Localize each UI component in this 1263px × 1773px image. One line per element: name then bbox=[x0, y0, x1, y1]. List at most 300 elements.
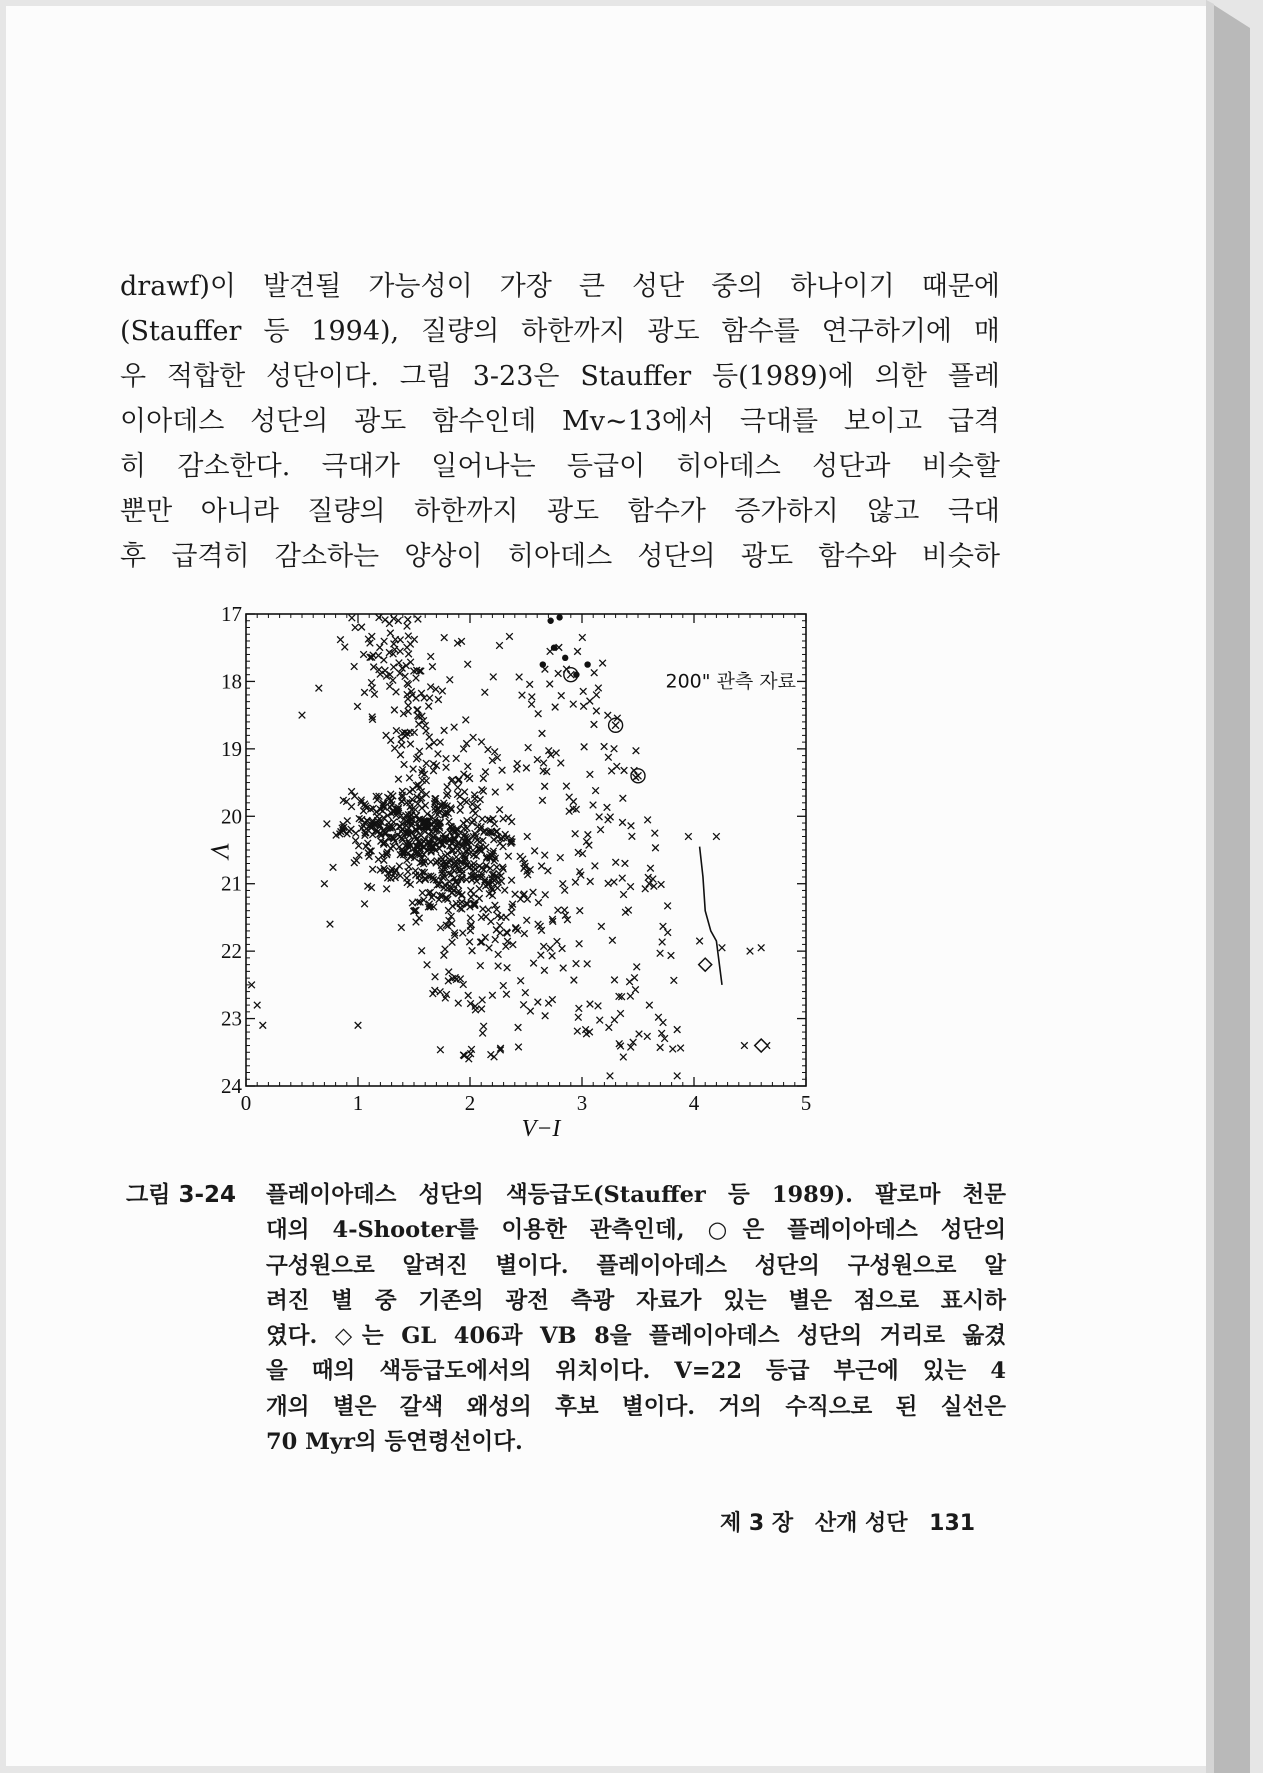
star-cross bbox=[627, 883, 634, 890]
star-cross bbox=[407, 641, 414, 648]
x-tick-label: 5 bbox=[800, 1091, 812, 1115]
caption-line: 을 때의 색등급도에서의 위치이다. V=22 등급 부근에 있는 4 bbox=[266, 1358, 1006, 1385]
star-cross bbox=[593, 708, 600, 715]
outlier-star bbox=[316, 685, 323, 692]
star-cross bbox=[397, 637, 404, 644]
star-cross bbox=[465, 1056, 472, 1063]
star-cross bbox=[669, 1046, 676, 1053]
star-cross bbox=[423, 728, 430, 735]
outlier-star bbox=[607, 1073, 614, 1080]
star-cross bbox=[499, 767, 506, 774]
body-line: 뿐만 아니라 질량의 하한까지 광도 함수가 증가하지 않고 극대 bbox=[120, 496, 1000, 527]
star-cross bbox=[476, 885, 483, 892]
star-cross bbox=[442, 946, 449, 953]
star-cross bbox=[560, 880, 567, 887]
star-cross bbox=[620, 1054, 627, 1061]
star-cross bbox=[592, 787, 599, 794]
star-cross bbox=[555, 907, 562, 914]
brown-dwarf-candidate bbox=[696, 938, 703, 945]
star-cross bbox=[370, 652, 377, 659]
star-cross bbox=[387, 630, 394, 637]
star-cross bbox=[407, 659, 414, 666]
diamond-marker bbox=[755, 1039, 768, 1052]
star-cross bbox=[487, 865, 494, 872]
star-cross bbox=[348, 803, 355, 810]
star-cross bbox=[465, 992, 472, 999]
star-cross bbox=[464, 661, 471, 668]
star-cross bbox=[364, 840, 371, 847]
star-cross bbox=[324, 821, 331, 828]
star-cross bbox=[495, 963, 502, 970]
star-cross bbox=[466, 939, 473, 946]
star-cross bbox=[592, 863, 599, 870]
star-cross bbox=[608, 768, 615, 775]
star-cross bbox=[621, 767, 628, 774]
star-cross bbox=[413, 919, 420, 926]
star-cross bbox=[426, 734, 433, 741]
star-cross bbox=[611, 745, 618, 752]
star-cross bbox=[541, 852, 548, 859]
star-cross bbox=[404, 623, 411, 630]
star-cross bbox=[449, 903, 456, 910]
star-cross bbox=[427, 653, 434, 660]
star-cross bbox=[483, 913, 490, 920]
star-cross bbox=[591, 669, 598, 676]
star-cross bbox=[382, 617, 389, 624]
body-line: 후 급격히 감소하는 양상이 히아데스 성단의 광도 함수와 비슷하 bbox=[120, 541, 1000, 572]
caption-line: 개의 별은 갈색 왜성의 후보 별이다. 거의 수직으로 된 실선은 bbox=[266, 1393, 1006, 1420]
star-cross bbox=[381, 657, 388, 664]
star-cross bbox=[415, 721, 422, 728]
star-cross bbox=[501, 887, 508, 894]
star-cross bbox=[464, 817, 471, 824]
star-cross bbox=[453, 854, 460, 861]
star-cross bbox=[563, 783, 570, 790]
star-cross bbox=[652, 845, 659, 852]
star-cross bbox=[677, 1045, 684, 1052]
star-cross bbox=[571, 977, 578, 984]
star-cross bbox=[574, 648, 581, 655]
x-tick-label: 2 bbox=[464, 1091, 476, 1115]
star-cross bbox=[658, 881, 665, 888]
star-cross bbox=[376, 614, 383, 621]
caption-line: 려진 별 중 기존의 광전 측광 자료가 있는 별은 점으로 표시하 bbox=[266, 1287, 1006, 1314]
star-cross bbox=[477, 939, 484, 946]
star-cross bbox=[539, 797, 546, 804]
star-cross bbox=[480, 1023, 487, 1030]
star-cross bbox=[444, 784, 451, 791]
star-cross bbox=[619, 819, 626, 826]
star-cross bbox=[361, 689, 368, 696]
star-cross bbox=[410, 786, 417, 793]
star-cross bbox=[405, 868, 412, 875]
color-magnitude-diagram bbox=[196, 596, 956, 1161]
star-cross bbox=[457, 807, 464, 814]
star-cross bbox=[432, 973, 439, 980]
star-cross bbox=[636, 1031, 643, 1038]
star-cross bbox=[574, 1028, 581, 1035]
star-cross bbox=[391, 745, 398, 752]
star-cross bbox=[539, 730, 546, 737]
star-cross bbox=[579, 634, 586, 641]
body-line: (Stauffer 등 1994), 질량의 하한까지 광도 함수를 연구하기에 매 bbox=[120, 316, 1000, 347]
star-cross bbox=[454, 784, 461, 791]
member-dot bbox=[584, 661, 590, 667]
star-cross bbox=[557, 760, 564, 767]
star-cross bbox=[429, 663, 436, 670]
star-cross bbox=[503, 943, 510, 950]
star-cross bbox=[425, 703, 432, 710]
star-cross bbox=[504, 964, 511, 971]
star-cross bbox=[559, 945, 566, 952]
star-cross bbox=[471, 792, 478, 799]
star-cross bbox=[477, 962, 484, 969]
star-cross bbox=[351, 663, 358, 670]
member-dot bbox=[562, 655, 568, 661]
star-cross bbox=[351, 859, 358, 866]
star-cross bbox=[585, 831, 592, 838]
star-cross bbox=[541, 783, 548, 790]
star-cross bbox=[528, 701, 535, 708]
star-cross bbox=[631, 974, 638, 981]
star-cross bbox=[523, 917, 530, 924]
star-cross bbox=[390, 664, 397, 671]
star-cross bbox=[519, 692, 526, 699]
star-cross bbox=[430, 761, 437, 768]
cmd-chart bbox=[196, 596, 956, 1161]
star-cross bbox=[629, 833, 636, 840]
star-cross bbox=[416, 748, 423, 755]
star-cross bbox=[609, 937, 616, 944]
star-cross bbox=[349, 615, 356, 622]
star-cross bbox=[558, 692, 565, 699]
star-cross bbox=[486, 945, 493, 952]
star-cross bbox=[523, 765, 530, 772]
star-cross bbox=[437, 739, 444, 746]
star-cross bbox=[405, 633, 412, 640]
footer-title: 산개 성단 bbox=[814, 1511, 908, 1536]
star-cross bbox=[406, 775, 413, 782]
y-tick-label: 23 bbox=[221, 1006, 242, 1031]
star-cross bbox=[617, 1010, 624, 1017]
star-cross bbox=[620, 891, 627, 898]
body-line: 우 적합한 성단이다. 그림 3-23은 Stauffer 등(1989)에 의한 플레 bbox=[120, 361, 1000, 392]
star-cross bbox=[468, 1046, 475, 1053]
star-cross bbox=[513, 925, 520, 932]
star-cross bbox=[397, 752, 404, 759]
star-cross bbox=[517, 853, 524, 860]
star-cross bbox=[472, 1007, 479, 1014]
star-cross bbox=[441, 634, 448, 641]
star-cross bbox=[413, 695, 420, 702]
star-cross bbox=[437, 988, 444, 995]
star-cross bbox=[570, 798, 577, 805]
star-cross bbox=[383, 886, 390, 893]
star-cross bbox=[490, 836, 497, 843]
star-cross bbox=[535, 710, 542, 717]
star-cross bbox=[418, 947, 425, 954]
star-cross bbox=[441, 727, 448, 734]
star-cross bbox=[386, 683, 393, 690]
body-line: 이아데스 성단의 광도 함수인데 Mv~13에서 극대를 보이고 급격 bbox=[120, 406, 1000, 437]
figure-number: 그림 3-24 bbox=[126, 1182, 236, 1208]
y-tick-label: 20 bbox=[221, 804, 242, 829]
star-cross bbox=[423, 760, 430, 767]
x-tick-label: 1 bbox=[352, 1091, 364, 1115]
star-cross bbox=[493, 864, 500, 871]
star-cross bbox=[440, 952, 447, 959]
star-cross bbox=[526, 681, 533, 688]
star-cross bbox=[555, 670, 562, 677]
member-dot bbox=[573, 671, 579, 677]
data-source-annotation: 200" 관측 자료 bbox=[665, 670, 796, 693]
star-cross bbox=[419, 805, 426, 812]
star-cross bbox=[466, 775, 473, 782]
star-cross bbox=[517, 896, 524, 903]
star-cross bbox=[435, 751, 442, 758]
star-cross bbox=[598, 923, 605, 930]
star-cross bbox=[405, 651, 412, 658]
star-cross bbox=[531, 848, 538, 855]
star-cross bbox=[601, 743, 608, 750]
star-cross bbox=[546, 681, 553, 688]
brown-dwarf-candidate bbox=[747, 948, 754, 955]
outlier-star bbox=[741, 1042, 748, 1049]
star-cross bbox=[426, 743, 433, 750]
star-cross bbox=[435, 696, 442, 703]
star-cross bbox=[496, 642, 503, 649]
star-cross bbox=[398, 742, 405, 749]
star-cross bbox=[572, 830, 579, 837]
star-cross bbox=[477, 796, 484, 803]
caption-line: 70 Myr의 등연령선이다. bbox=[266, 1429, 523, 1456]
star-cross bbox=[535, 921, 542, 928]
star-cross bbox=[453, 755, 460, 762]
star-cross bbox=[657, 1044, 664, 1051]
star-cross bbox=[500, 982, 507, 989]
star-cross bbox=[401, 761, 408, 768]
star-cross bbox=[407, 741, 414, 748]
star-cross bbox=[584, 961, 591, 968]
star-cross bbox=[604, 712, 611, 719]
star-cross bbox=[410, 766, 417, 773]
star-cross bbox=[620, 795, 627, 802]
star-cross bbox=[478, 739, 485, 746]
star-cross bbox=[415, 616, 422, 623]
star-cross bbox=[560, 965, 567, 972]
axis-labels-layer bbox=[205, 602, 811, 1142]
star-cross bbox=[371, 691, 378, 698]
star-cross bbox=[581, 744, 588, 751]
outlier-star bbox=[299, 712, 306, 719]
star-cross bbox=[489, 992, 496, 999]
star-cross bbox=[478, 1006, 485, 1013]
page-edge-shadow bbox=[1206, 0, 1250, 1773]
star-cross bbox=[482, 769, 489, 776]
y-tick-label: 24 bbox=[221, 1074, 242, 1098]
star-cross bbox=[361, 901, 368, 908]
star-cross bbox=[413, 675, 420, 682]
star-cross bbox=[576, 907, 583, 914]
star-cross bbox=[599, 660, 606, 667]
star-cross bbox=[540, 943, 547, 950]
star-cross bbox=[606, 1024, 613, 1031]
member-dot bbox=[540, 661, 546, 667]
star-cross bbox=[622, 860, 629, 867]
page-number: 131 bbox=[929, 1511, 976, 1536]
y-tick-label: 18 bbox=[221, 669, 242, 694]
star-cross bbox=[552, 704, 559, 711]
star-cross bbox=[660, 923, 667, 930]
star-cross bbox=[479, 1030, 486, 1037]
star-cross bbox=[507, 784, 514, 791]
star-cross bbox=[451, 724, 458, 731]
star-cross bbox=[561, 887, 568, 894]
caption-line: 대의 4-Shooter를 이용한 관측인데, ○은 플레이아데스 성단의 bbox=[266, 1217, 1006, 1244]
star-cross bbox=[506, 633, 513, 640]
x-tick-label: 0 bbox=[240, 1091, 252, 1115]
star-cross bbox=[513, 766, 520, 773]
star-cross bbox=[485, 746, 492, 753]
star-cross bbox=[580, 703, 587, 710]
star-cross bbox=[605, 754, 612, 761]
star-cross bbox=[369, 685, 376, 692]
star-cross bbox=[576, 940, 583, 947]
star-cross bbox=[655, 1014, 662, 1021]
star-cross bbox=[455, 1000, 462, 1007]
star-cross bbox=[398, 924, 405, 931]
star-cross bbox=[647, 865, 654, 872]
outlier-star bbox=[355, 1022, 362, 1029]
book-page bbox=[6, 6, 1207, 1766]
caption-line: 구성원으로 알려진 별이다. 플레이아데스 성단의 구성원으로 알 bbox=[266, 1252, 1006, 1279]
star-cross bbox=[387, 737, 394, 744]
star-cross bbox=[470, 817, 477, 824]
star-cross bbox=[596, 1017, 603, 1024]
star-cross bbox=[597, 826, 604, 833]
star-cross bbox=[416, 877, 423, 884]
star-cross bbox=[405, 702, 412, 709]
star-cross bbox=[625, 907, 632, 914]
star-cross bbox=[575, 1014, 582, 1021]
star-cross bbox=[395, 776, 402, 783]
star-cross bbox=[405, 616, 412, 623]
star-cross bbox=[419, 890, 426, 897]
star-cross bbox=[583, 838, 590, 845]
outlier-star bbox=[327, 921, 334, 928]
star-cross bbox=[616, 1040, 623, 1047]
star-cross bbox=[527, 1008, 534, 1015]
star-cross bbox=[611, 977, 618, 984]
outlier-star bbox=[713, 833, 720, 840]
star-cross bbox=[478, 939, 485, 946]
star-cross bbox=[534, 756, 541, 763]
star-cross bbox=[496, 806, 503, 813]
star-cross bbox=[479, 816, 486, 823]
star-cross bbox=[535, 899, 542, 906]
star-cross bbox=[445, 969, 452, 976]
star-cross bbox=[520, 1001, 527, 1008]
star-cross bbox=[508, 877, 515, 884]
star-cross bbox=[376, 644, 383, 651]
diamond-marker bbox=[699, 958, 712, 971]
star-cross bbox=[605, 880, 612, 887]
star-cross bbox=[587, 698, 594, 705]
star-cross bbox=[657, 950, 664, 957]
y-tick-label: 21 bbox=[221, 871, 242, 896]
star-cross bbox=[505, 853, 512, 860]
star-cross bbox=[497, 930, 504, 937]
star-cross bbox=[596, 814, 603, 821]
star-cross bbox=[611, 1017, 618, 1024]
star-cross bbox=[381, 638, 388, 645]
star-cross bbox=[642, 885, 649, 892]
star-cross bbox=[633, 964, 640, 971]
star-cross bbox=[671, 977, 678, 984]
star-cross bbox=[628, 822, 635, 829]
star-cross bbox=[659, 939, 666, 946]
star-cross bbox=[358, 624, 365, 631]
y-tick-label: 19 bbox=[221, 736, 242, 761]
star-cross bbox=[393, 689, 400, 696]
star-cross bbox=[348, 826, 355, 833]
star-cross bbox=[605, 816, 612, 823]
star-cross bbox=[516, 674, 523, 681]
body-text bbox=[120, 264, 1000, 579]
star-cross bbox=[524, 833, 531, 840]
caption-line: 플레이아데스 성단의 색등급도(Stauffer 등 1989). 팔로마 천문 bbox=[266, 1182, 1006, 1208]
y-axis-label: V bbox=[205, 842, 234, 858]
star-cross bbox=[439, 688, 446, 695]
star-cross bbox=[522, 989, 529, 996]
star-cross bbox=[541, 967, 548, 974]
star-cross bbox=[403, 875, 410, 882]
star-cross bbox=[587, 771, 594, 778]
star-cross bbox=[611, 879, 618, 886]
star-cross bbox=[580, 688, 587, 695]
star-cross bbox=[553, 750, 560, 757]
star-cross bbox=[393, 727, 400, 734]
star-cross bbox=[540, 760, 547, 767]
star-cross bbox=[469, 947, 476, 954]
star-cross bbox=[470, 807, 477, 814]
star-cross bbox=[494, 885, 501, 892]
circled-member-cross bbox=[612, 722, 619, 729]
star-cross bbox=[529, 694, 536, 701]
caption-text bbox=[266, 1178, 1006, 1460]
star-cross bbox=[432, 987, 439, 994]
star-cross bbox=[617, 1043, 624, 1050]
star-cross bbox=[576, 1005, 583, 1012]
star-cross bbox=[462, 717, 469, 724]
brown-dwarf-candidate bbox=[758, 944, 765, 951]
star-cross bbox=[557, 854, 564, 861]
star-cross bbox=[664, 903, 671, 910]
outlier-star bbox=[254, 1002, 261, 1009]
star-cross bbox=[612, 859, 619, 866]
star-cross bbox=[449, 939, 456, 946]
star-cross bbox=[538, 952, 545, 959]
y-tick-label: 17 bbox=[221, 602, 242, 626]
star-cross bbox=[503, 929, 510, 936]
star-cross bbox=[664, 929, 671, 936]
star-cross bbox=[458, 892, 465, 899]
body-line: 히 감소한다. 극대가 일어나는 등급이 히아데스 성단과 비슷할 bbox=[120, 451, 1000, 482]
star-cross bbox=[595, 1003, 602, 1010]
star-cross bbox=[446, 676, 453, 683]
star-cross bbox=[464, 763, 471, 770]
star-cross bbox=[587, 1001, 594, 1008]
